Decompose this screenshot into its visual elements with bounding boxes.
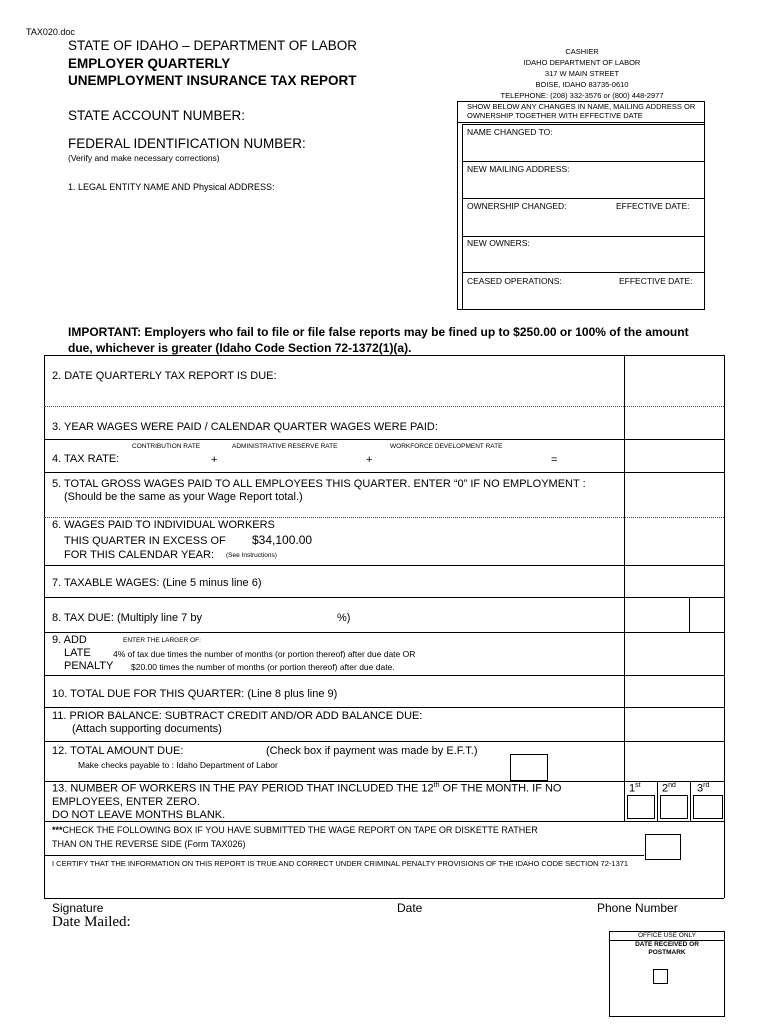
line-5-note: (Should be the same as your Wage Report total.) bbox=[64, 491, 303, 503]
effective-date-label-1: EFFECTIVE DATE: bbox=[616, 201, 690, 211]
line-13-blank-note: DO NOT LEAVE MONTHS BLANK. bbox=[52, 809, 226, 821]
mail-to-line-1: CASHIER bbox=[565, 47, 599, 56]
wage-base-amount: $34,100.00 bbox=[252, 533, 313, 547]
new-owners-label: NEW OWNERS: bbox=[467, 238, 530, 248]
new-mailing-label: NEW MAILING ADDRESS: bbox=[467, 164, 570, 174]
line-11-note: (Attach supporting documents) bbox=[72, 723, 222, 735]
line-11-label: 11. PRIOR BALANCE: SUBTRACT CREDIT AND/OR ADD BALANCE DUE: bbox=[52, 710, 423, 722]
postmark-label: POSTMARK bbox=[648, 949, 686, 956]
line-8-label: 8. TAX DUE: (Multiply line 7 by bbox=[52, 612, 202, 624]
agency-title: STATE OF IDAHO – DEPARTMENT OF LABOR bbox=[68, 38, 358, 53]
legal-entity-label: 1. LEGAL ENTITY NAME AND Physical ADDRESS: bbox=[68, 182, 275, 192]
tape-note-2: THAN ON THE REVERSE SIDE (Form TAX026) bbox=[52, 839, 246, 849]
month-3-label: 3rd bbox=[697, 782, 710, 795]
line-3-label: 3. YEAR WAGES WERE PAID / CALENDAR QUARTER WAGES WERE PAID: bbox=[52, 421, 438, 433]
line-8-percent: %) bbox=[337, 612, 351, 624]
phone-number-label: Phone Number bbox=[597, 901, 678, 915]
eft-note: (Check box if payment was made by E.F.T.) bbox=[266, 745, 478, 757]
date-received-label: DATE RECEIVED OR bbox=[635, 941, 699, 948]
line-5-label: 5. TOTAL GROSS WAGES PAID TO ALL EMPLOYEES THIS QUARTER. ENTER “0” IF NO EMPLOYMENT : bbox=[52, 478, 586, 490]
line-6-calendar-year: FOR THIS CALENDAR YEAR: bbox=[64, 549, 214, 561]
penalty-option-2: $20.00 times the number of months (or portion thereof) after due date. bbox=[131, 662, 395, 672]
file-name: TAX020.doc bbox=[26, 27, 75, 37]
enter-larger-of: ENTER THE LARGER OF: bbox=[123, 637, 201, 644]
line-13-label: 13. NUMBER OF WORKERS IN THE PAY PERIOD THAT INCLUDED THE 12th OF THE MONTH. IF NO bbox=[52, 782, 562, 795]
month-3-workers-field[interactable] bbox=[693, 795, 723, 819]
month-2-workers-field[interactable] bbox=[660, 795, 688, 819]
line-4-label: 4. TAX RATE: bbox=[52, 453, 120, 465]
line-12-label: 12. TOTAL AMOUNT DUE: bbox=[52, 745, 184, 757]
mail-to-line-2: IDAHO DEPARTMENT OF LABOR bbox=[523, 58, 641, 67]
changes-instruction-2: OWNERSHIP TOGETHER WITH EFFECTIVE DATE bbox=[467, 111, 643, 120]
ownership-changed-label: OWNERSHIP CHANGED: bbox=[467, 201, 567, 211]
form-title-1: EMPLOYER QUARTERLY bbox=[68, 56, 231, 71]
month-1-label: 1st bbox=[629, 782, 641, 795]
workforce-rate-label: WORKFORCE DEVELOPMENT RATE bbox=[390, 443, 503, 450]
mail-to-line-5: TELEPHONE: (208) 332-3576 or (800) 448-2977 bbox=[500, 91, 664, 100]
contribution-rate-label: CONTRIBUTION RATE bbox=[132, 443, 201, 450]
important-notice-2: due, whichever is greater (Idaho Code Section 72-1372(1)(a). bbox=[68, 341, 412, 355]
tape-checkbox[interactable] bbox=[645, 834, 681, 860]
mail-to-line-3: 317 W MAIN STREET bbox=[544, 69, 620, 78]
mail-to-line-4: BOISE, IDAHO 83735-0610 bbox=[535, 80, 629, 89]
office-use-checkbox[interactable] bbox=[653, 969, 668, 984]
line-2-label: 2. DATE QUARTERLY TAX REPORT IS DUE: bbox=[52, 370, 277, 382]
name-changed-label: NAME CHANGED TO: bbox=[467, 127, 553, 137]
ceased-operations-label: CEASED OPERATIONS: bbox=[467, 276, 562, 286]
changes-instruction-1: SHOW BELOW ANY CHANGES IN NAME, MAILING ADDRESS OR bbox=[467, 102, 696, 111]
effective-date-label-2: EFFECTIVE DATE: bbox=[619, 276, 693, 286]
form-title-2: UNEMPLOYMENT INSURANCE TAX REPORT bbox=[68, 73, 357, 88]
month-2-label: 2nd bbox=[662, 782, 676, 795]
line-6-label: 6. WAGES PAID TO INDIVIDUAL WORKERS bbox=[52, 519, 275, 531]
tape-note-1: ***CHECK THE FOLLOWING BOX IF YOU HAVE SUBMITTED THE WAGE REPORT ON TAPE OR DISKETTE RATHER bbox=[52, 825, 538, 835]
state-account-label: STATE ACCOUNT NUMBER: bbox=[68, 108, 246, 123]
eft-checkbox[interactable] bbox=[510, 754, 548, 781]
plus-sign-2: + bbox=[366, 454, 373, 466]
line-10-label: 10. TOTAL DUE FOR THIS QUARTER: (Line 8 plus line 9) bbox=[52, 688, 338, 700]
penalty-option-1: 4% of tax due times the number of months (or portion thereof) after due date OR bbox=[113, 649, 416, 659]
certification-statement: I CERTIFY THAT THE INFORMATION ON THIS REPORT IS TRUE AND CORRECT UNDER CRIMINAL PENALTY PROVISIONS OF THE IDAHO CODE SECTION 72-1371 bbox=[52, 859, 629, 868]
line-6-excess: THIS QUARTER IN EXCESS OF bbox=[64, 535, 226, 547]
line-9-late: LATE bbox=[64, 647, 91, 659]
admin-reserve-rate-label: ADMINISTRATIVE RESERVE RATE bbox=[232, 443, 338, 450]
month-1-workers-field[interactable] bbox=[627, 795, 655, 819]
equals-sign: = bbox=[551, 454, 558, 466]
date-label: Date bbox=[397, 901, 423, 915]
line-9-penalty: PENALTY bbox=[64, 660, 114, 672]
line-9-add: 9. ADD bbox=[52, 634, 87, 646]
important-notice-1: IMPORTANT: Employers who fail to file or file false reports may be fined up to $250.00 or 100% of the amount bbox=[68, 325, 689, 339]
plus-sign-1: + bbox=[211, 454, 218, 466]
see-instructions: (See Instructions) bbox=[226, 552, 277, 559]
line-7-label: 7. TAXABLE WAGES: (Line 5 minus line 6) bbox=[52, 577, 262, 589]
verify-note: (Verify and make necessary corrections) bbox=[68, 153, 220, 163]
date-mailed-label: Date Mailed: bbox=[52, 914, 131, 930]
federal-id-label: FEDERAL IDENTIFICATION NUMBER: bbox=[68, 136, 306, 151]
checks-payable-note: Make checks payable to : Idaho Department of Labor bbox=[78, 760, 278, 770]
signature-label: Signature bbox=[52, 901, 104, 915]
office-use-label: OFFICE USE ONLY bbox=[637, 932, 697, 939]
line-13-zero-note: EMPLOYEES, ENTER ZERO. bbox=[52, 796, 200, 808]
